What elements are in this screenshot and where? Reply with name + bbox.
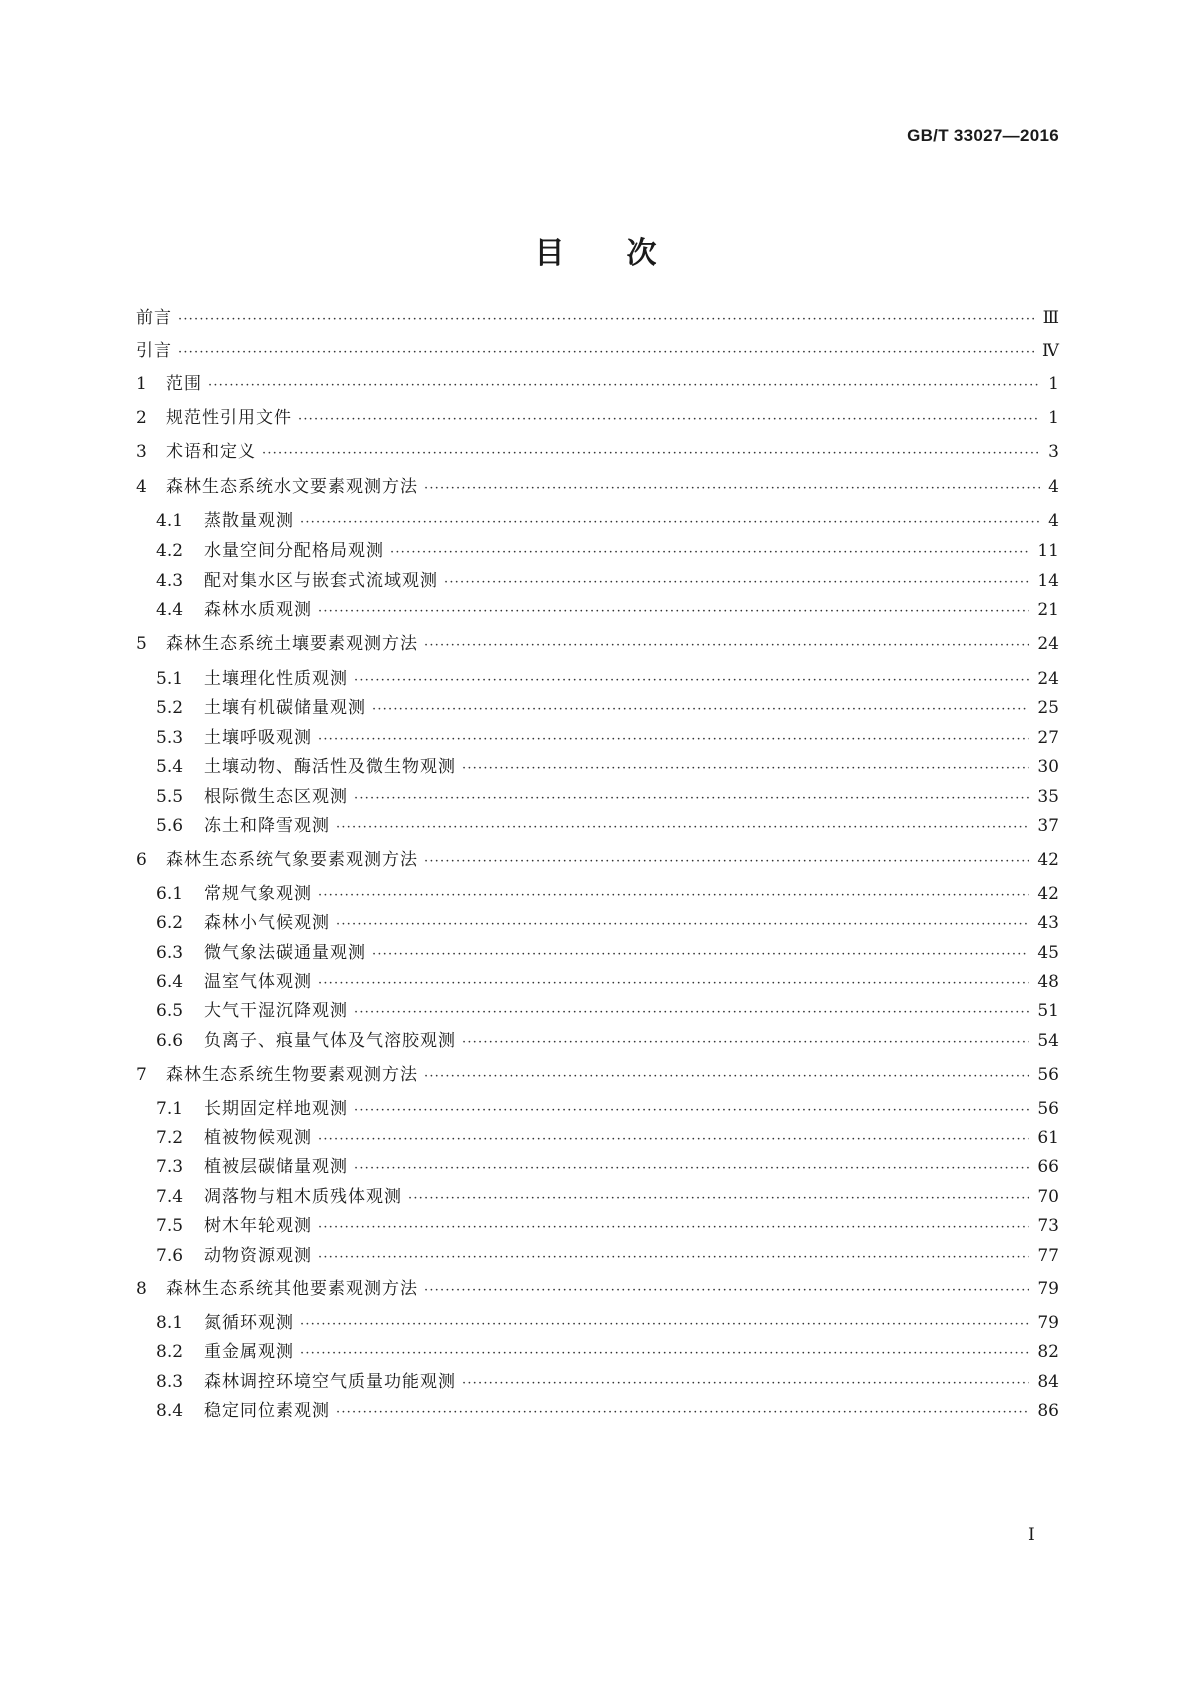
- toc-dot-leader: [354, 786, 1029, 812]
- toc-entry-title: 规范性引用文件: [166, 408, 292, 428]
- toc-entry-number: 4.1: [156, 511, 184, 531]
- toc-entry-title: 森林水质观测: [204, 600, 312, 620]
- toc-entry[interactable]: [136, 474, 1059, 500]
- toc-entry-page: 35: [1037, 787, 1059, 807]
- toc-entry-number: 3: [136, 442, 147, 462]
- toc-dot-leader: [318, 883, 1029, 909]
- toc-entry-page: 48: [1037, 972, 1059, 992]
- toc-dot-leader: [444, 570, 1029, 596]
- toc-entry[interactable]: [156, 508, 1059, 534]
- toc-entry-page: Ⅲ: [1042, 308, 1059, 328]
- toc-entry[interactable]: [156, 910, 1059, 936]
- toc-entry-page: 24: [1037, 634, 1059, 654]
- toc-dot-leader: [300, 1341, 1029, 1367]
- toc-entry-title: 蒸散量观测: [204, 511, 294, 531]
- toc-entry-number: 5.5: [156, 787, 184, 807]
- toc-entry-number: 7.6: [156, 1246, 184, 1266]
- toc-entry-title: 稳定同位素观测: [204, 1401, 330, 1421]
- toc-entry-page: 37: [1037, 816, 1059, 836]
- toc-entry[interactable]: [156, 969, 1059, 995]
- toc-dot-leader: [424, 1278, 1029, 1304]
- toc-entry-title: 前言: [136, 308, 172, 328]
- toc-dot-leader: [318, 1215, 1029, 1241]
- toc-entry[interactable]: [156, 695, 1059, 721]
- toc-entry-page: 3: [1048, 442, 1059, 462]
- toc-entry-title: 长期固定样地观测: [204, 1099, 348, 1119]
- toc-entry-title: 动物资源观测: [204, 1246, 312, 1266]
- toc-dot-leader: [336, 815, 1029, 841]
- toc-entry-page: 84: [1037, 1372, 1059, 1392]
- toc-dot-leader: [318, 971, 1029, 997]
- toc-dot-leader: [300, 1312, 1029, 1338]
- toc-dot-leader: [298, 407, 1040, 433]
- toc-entry-page: 11: [1037, 541, 1059, 561]
- page-title-char: 次: [626, 236, 657, 271]
- toc-dot-leader: [424, 1064, 1029, 1090]
- toc-entry-page: 73: [1037, 1216, 1059, 1236]
- toc-dot-leader: [318, 1127, 1029, 1153]
- toc-entry-title: 植被物候观测: [204, 1128, 312, 1148]
- toc-entry[interactable]: [156, 1398, 1059, 1424]
- toc-entry-title: 凋落物与粗木质残体观测: [204, 1187, 402, 1207]
- toc-entry[interactable]: [156, 1339, 1059, 1365]
- toc-entry[interactable]: [156, 754, 1059, 780]
- toc-entry[interactable]: [136, 847, 1059, 873]
- toc-entry[interactable]: [156, 1125, 1059, 1151]
- page-number: I: [1028, 1525, 1035, 1545]
- toc-entry[interactable]: [156, 597, 1059, 623]
- toc-entry-page: 21: [1037, 600, 1059, 620]
- toc-entry-number: 4: [136, 477, 147, 497]
- toc-entry[interactable]: [136, 1276, 1059, 1302]
- toc-entry[interactable]: [156, 1310, 1059, 1336]
- toc-entry-title: 森林生态系统土壤要素观测方法: [166, 634, 418, 654]
- toc-entry-number: 6.2: [156, 913, 184, 933]
- toc-entry-page: 54: [1037, 1031, 1059, 1051]
- toc-entry[interactable]: [156, 1096, 1059, 1122]
- toc-entry-page: 1: [1048, 374, 1059, 394]
- toc-entry-page: 61: [1037, 1128, 1059, 1148]
- toc-entry-number: 7: [136, 1065, 147, 1085]
- toc-entry-title: 冻土和降雪观测: [204, 816, 330, 836]
- toc-entry[interactable]: [156, 1184, 1059, 1210]
- toc-dot-leader: [318, 599, 1029, 625]
- toc-entry-title: 森林生态系统其他要素观测方法: [166, 1279, 418, 1299]
- toc-entry[interactable]: [136, 405, 1059, 431]
- toc-entry-number: 5.3: [156, 728, 184, 748]
- toc-entry-number: 4.3: [156, 571, 184, 591]
- toc-entry-number: 2: [136, 408, 147, 428]
- toc-entry[interactable]: [156, 813, 1059, 839]
- toc-entry-number: 7.2: [156, 1128, 184, 1148]
- toc-entry[interactable]: [156, 725, 1059, 751]
- toc-entry[interactable]: [136, 631, 1059, 657]
- toc-entry[interactable]: [156, 881, 1059, 907]
- toc-dot-leader: [462, 1371, 1029, 1397]
- toc-entry-number: 6: [136, 850, 147, 870]
- toc-dot-leader: [462, 1030, 1029, 1056]
- toc-entry-page: 86: [1037, 1401, 1059, 1421]
- toc-dot-leader: [354, 1098, 1029, 1124]
- toc-entry-title: 术语和定义: [166, 442, 256, 462]
- toc-dot-leader: [424, 476, 1040, 502]
- toc-entry-page: 42: [1037, 884, 1059, 904]
- toc-entry-number: 7.1: [156, 1099, 184, 1119]
- toc-entry-number: 8.1: [156, 1313, 184, 1333]
- toc-entry-title: 森林调控环境空气质量功能观测: [204, 1372, 456, 1392]
- toc-entry[interactable]: [156, 666, 1059, 692]
- toc-entry-number: 6.1: [156, 884, 184, 904]
- toc-dot-leader: [354, 668, 1029, 694]
- toc-dot-leader: [318, 727, 1029, 753]
- toc-dot-leader: [208, 373, 1040, 399]
- standard-code: GB/T 33027—2016: [907, 126, 1059, 145]
- toc-entry-number: 7.3: [156, 1157, 184, 1177]
- toc-entry-number: 6.6: [156, 1031, 184, 1051]
- toc-entry-page: 66: [1037, 1157, 1059, 1177]
- toc-entry[interactable]: [136, 338, 1059, 364]
- toc-entry-title: 土壤呼吸观测: [204, 728, 312, 748]
- toc-dot-leader: [262, 441, 1040, 467]
- toc-entry[interactable]: [156, 1154, 1059, 1180]
- toc-entry-title: 温室气体观测: [204, 972, 312, 992]
- toc-entry-title: 土壤理化性质观测: [204, 669, 348, 689]
- toc-entry-page: 43: [1037, 913, 1059, 933]
- toc-entry-page: 25: [1037, 698, 1059, 718]
- toc-entry-title: 森林生态系统气象要素观测方法: [166, 850, 418, 870]
- toc-entry-number: 1: [136, 374, 147, 394]
- toc-entry[interactable]: [156, 1213, 1059, 1239]
- toc-entry[interactable]: [156, 538, 1059, 564]
- toc-entry-number: 7.4: [156, 1187, 184, 1207]
- toc-entry[interactable]: [136, 439, 1059, 465]
- toc-entry-title: 土壤动物、酶活性及微生物观测: [204, 757, 456, 777]
- toc-entry-number: 7.5: [156, 1216, 184, 1236]
- toc-dot-leader: [372, 697, 1029, 723]
- toc-entry-page: 56: [1037, 1065, 1059, 1085]
- toc-entry-title: 引言: [136, 341, 172, 361]
- toc-entry-title: 微气象法碳通量观测: [204, 943, 366, 963]
- toc-entry-title: 土壤有机碳储量观测: [204, 698, 366, 718]
- toc-entry-title: 植被层碳储量观测: [204, 1157, 348, 1177]
- toc-entry-number: 6.3: [156, 943, 184, 963]
- toc-entry[interactable]: [136, 305, 1059, 331]
- toc-entry-page: 82: [1037, 1342, 1059, 1362]
- toc-dot-leader: [424, 633, 1029, 659]
- toc-entry-page: 4: [1048, 477, 1059, 497]
- toc-entry-page: 51: [1037, 1001, 1059, 1021]
- toc-entry[interactable]: [156, 1028, 1059, 1054]
- toc-entry-title: 森林生态系统水文要素观测方法: [166, 477, 418, 497]
- toc-dot-leader: [462, 756, 1029, 782]
- toc-entry-title: 常规气象观测: [204, 884, 312, 904]
- toc-entry-title: 重金属观测: [204, 1342, 294, 1362]
- toc-entry-title: 范围: [166, 374, 202, 394]
- toc-entry-number: 4.2: [156, 541, 184, 561]
- toc-entry[interactable]: [156, 998, 1059, 1024]
- toc-entry-page: 30: [1037, 757, 1059, 777]
- toc-entry-page: 56: [1037, 1099, 1059, 1119]
- toc-entry-page: 27: [1037, 728, 1059, 748]
- toc-entry-number: 6.5: [156, 1001, 184, 1021]
- toc-entry-page: 4: [1048, 511, 1059, 531]
- toc-entry-page: 79: [1037, 1313, 1059, 1333]
- toc-entry[interactable]: [156, 1243, 1059, 1269]
- toc-dot-leader: [354, 1000, 1029, 1026]
- toc-entry-page: 45: [1037, 943, 1059, 963]
- toc-entry[interactable]: [136, 371, 1059, 397]
- toc-entry-title: 大气干湿沉降观测: [204, 1001, 348, 1021]
- toc-dot-leader: [300, 510, 1040, 536]
- toc-entry[interactable]: [156, 784, 1059, 810]
- toc-dot-leader: [424, 849, 1029, 875]
- toc-entry-page: 77: [1037, 1246, 1059, 1266]
- toc-entry-number: 5.2: [156, 698, 184, 718]
- toc-entry-number: 5: [136, 634, 147, 654]
- page-title-char: 目: [534, 236, 565, 271]
- toc-entry-page: 42: [1037, 850, 1059, 870]
- toc-entry-number: 6.4: [156, 972, 184, 992]
- toc-dot-leader: [390, 540, 1029, 566]
- toc-entry-page: 70: [1037, 1187, 1059, 1207]
- toc-entry-number: 5.6: [156, 816, 184, 836]
- toc-entry-page: 24: [1037, 669, 1059, 689]
- toc-dot-leader: [178, 307, 1035, 333]
- toc-entry[interactable]: [156, 1369, 1059, 1395]
- toc-dot-leader: [318, 1245, 1029, 1271]
- toc-dot-leader: [354, 1156, 1029, 1182]
- toc-dot-leader: [336, 1400, 1029, 1426]
- toc-entry[interactable]: [156, 940, 1059, 966]
- toc-entry-title: 负离子、痕量气体及气溶胶观测: [204, 1031, 456, 1051]
- toc-entry-title: 森林小气候观测: [204, 913, 330, 933]
- toc-dot-leader: [336, 912, 1029, 938]
- toc-entry-number: 8.2: [156, 1342, 184, 1362]
- toc-entry-title: 森林生态系统生物要素观测方法: [166, 1065, 418, 1085]
- toc-dot-leader: [178, 340, 1034, 366]
- toc-dot-leader: [408, 1186, 1029, 1212]
- toc-entry-number: 5.4: [156, 757, 184, 777]
- toc-entry-number: 4.4: [156, 600, 184, 620]
- toc-entry-number: 5.1: [156, 669, 184, 689]
- toc-entry-title: 配对集水区与嵌套式流域观测: [204, 571, 438, 591]
- toc-entry-page: 1: [1048, 408, 1059, 428]
- toc-entry-number: 8.3: [156, 1372, 184, 1392]
- toc-entry[interactable]: [136, 1062, 1059, 1088]
- toc-entry-number: 8: [136, 1279, 147, 1299]
- toc-entry-page: Ⅳ: [1042, 341, 1059, 361]
- toc-dot-leader: [372, 942, 1029, 968]
- toc-entry[interactable]: [156, 568, 1059, 594]
- toc-entry-number: 8.4: [156, 1401, 184, 1421]
- toc-entry-page: 14: [1037, 571, 1059, 591]
- toc-entry-title: 根际微生态区观测: [204, 787, 348, 807]
- toc-entry-title: 树木年轮观测: [204, 1216, 312, 1236]
- toc-entry-title: 水量空间分配格局观测: [204, 541, 384, 561]
- toc-entry-page: 79: [1037, 1279, 1059, 1299]
- toc-entry-title: 氮循环观测: [204, 1313, 294, 1333]
